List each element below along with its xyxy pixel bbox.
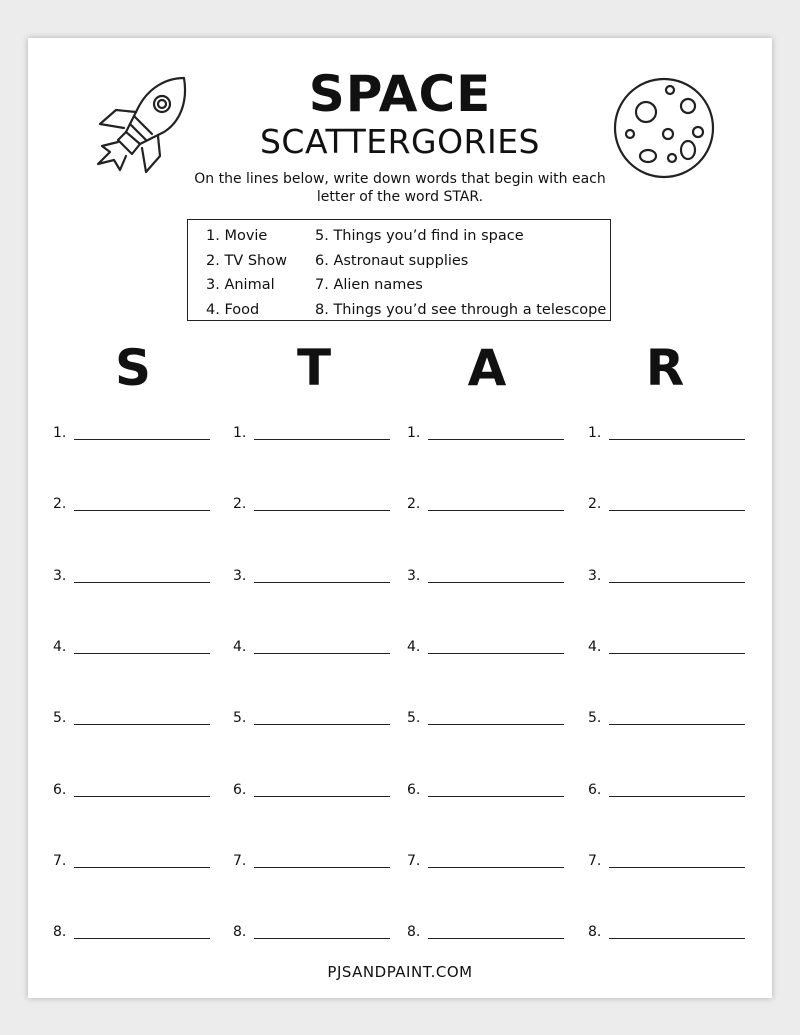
answer-blank-line[interactable] — [428, 439, 564, 440]
category-item: 3. Animal — [206, 277, 275, 293]
answer-number: 2. — [53, 496, 67, 513]
answer-number: 3. — [588, 567, 602, 584]
answer-blank-line[interactable] — [74, 653, 210, 654]
answer-number: 8. — [233, 924, 247, 941]
answer-blank-line[interactable] — [428, 867, 564, 868]
answer-blank-line[interactable] — [609, 439, 745, 440]
answer-number: 2. — [233, 496, 247, 513]
answer-blank-line[interactable] — [609, 867, 745, 868]
answer-blank-line[interactable] — [74, 510, 210, 511]
category-item: 7. Alien names — [315, 277, 423, 293]
answer-blank-line[interactable] — [428, 796, 564, 797]
answer-number: 3. — [407, 567, 421, 584]
answer-number: 2. — [588, 496, 602, 513]
footer-website: PJSANDPAINT.COM — [327, 963, 473, 981]
answer-blank-line[interactable] — [609, 724, 745, 725]
answer-blank-line[interactable] — [254, 439, 390, 440]
letter-s: S — [114, 339, 151, 397]
answer-blank-line[interactable] — [609, 653, 745, 654]
answer-number: 4. — [233, 638, 247, 655]
answer-blank-line[interactable] — [74, 867, 210, 868]
answer-number: 5. — [233, 710, 247, 727]
answer-blank-line[interactable] — [428, 653, 564, 654]
category-item: 8. Things you’d see through a telescope — [315, 301, 607, 318]
category-item: 1. Movie — [206, 228, 268, 244]
categories-box — [187, 219, 611, 321]
answer-number: 7. — [233, 852, 247, 869]
letter-a: A — [467, 339, 507, 397]
answer-number: 6. — [407, 781, 421, 798]
letter-r: R — [645, 339, 685, 397]
answer-number: 7. — [588, 852, 602, 869]
category-item: 4. Food — [206, 301, 260, 318]
answer-blank-line[interactable] — [74, 796, 210, 797]
answer-number: 4. — [588, 638, 602, 655]
answer-number: 1. — [53, 425, 67, 441]
answer-number: 1. — [233, 425, 247, 441]
answer-number: 8. — [407, 924, 421, 941]
answer-blank-line[interactable] — [74, 724, 210, 725]
answer-number: 4. — [53, 638, 67, 655]
answer-blank-line[interactable] — [428, 938, 564, 939]
category-item: 2. TV Show — [206, 252, 287, 269]
answer-blank-line[interactable] — [254, 510, 390, 511]
answer-blank-line[interactable] — [254, 867, 390, 868]
answer-number: 1. — [588, 425, 602, 441]
answer-number: 2. — [407, 496, 421, 513]
answer-blank-line[interactable] — [428, 582, 564, 583]
categories-column-right — [315, 224, 606, 322]
answer-blank-line[interactable] — [428, 724, 564, 725]
answer-blank-line[interactable] — [254, 796, 390, 797]
answer-number: 1. — [407, 425, 421, 441]
answer-blank-line[interactable] — [254, 724, 390, 725]
worksheet-subtitle: SCATTERGORIES — [259, 122, 541, 161]
answer-number: 5. — [588, 710, 602, 727]
answer-blank-line[interactable] — [254, 938, 390, 939]
answer-blank-line[interactable] — [428, 510, 564, 511]
answer-number: 5. — [53, 710, 67, 727]
answer-blank-line[interactable] — [74, 582, 210, 583]
answer-number: 8. — [53, 924, 67, 941]
category-item: 6. Astronaut supplies — [315, 252, 469, 269]
answer-blank-line[interactable] — [74, 938, 210, 939]
categories-column-left — [206, 224, 287, 322]
answer-number: 7. — [407, 852, 421, 869]
worksheet-page — [28, 38, 772, 998]
answer-number: 6. — [233, 781, 247, 798]
answer-number: 4. — [407, 638, 421, 655]
letter-t: T — [296, 339, 332, 397]
answer-number: 8. — [588, 924, 602, 941]
answer-blank-line[interactable] — [609, 938, 745, 939]
answer-blank-line[interactable] — [74, 439, 210, 440]
answer-number: 5. — [407, 710, 421, 727]
answer-blank-line[interactable] — [254, 653, 390, 654]
answer-number: 3. — [233, 567, 247, 584]
answer-number: 6. — [53, 781, 67, 798]
answer-blank-line[interactable] — [609, 510, 745, 511]
instructions-text: On the lines below, write down words that begin with each letter of the word STAR. — [194, 171, 606, 205]
answer-blank-line[interactable] — [254, 582, 390, 583]
worksheet-title: SPACE — [308, 65, 492, 123]
answer-number: 3. — [53, 567, 67, 584]
category-item: 5. Things you’d find in space — [315, 228, 524, 244]
answer-blank-line[interactable] — [609, 582, 745, 583]
answer-blank-line[interactable] — [609, 796, 745, 797]
answer-number: 6. — [588, 781, 602, 798]
answer-number: 7. — [53, 852, 67, 869]
